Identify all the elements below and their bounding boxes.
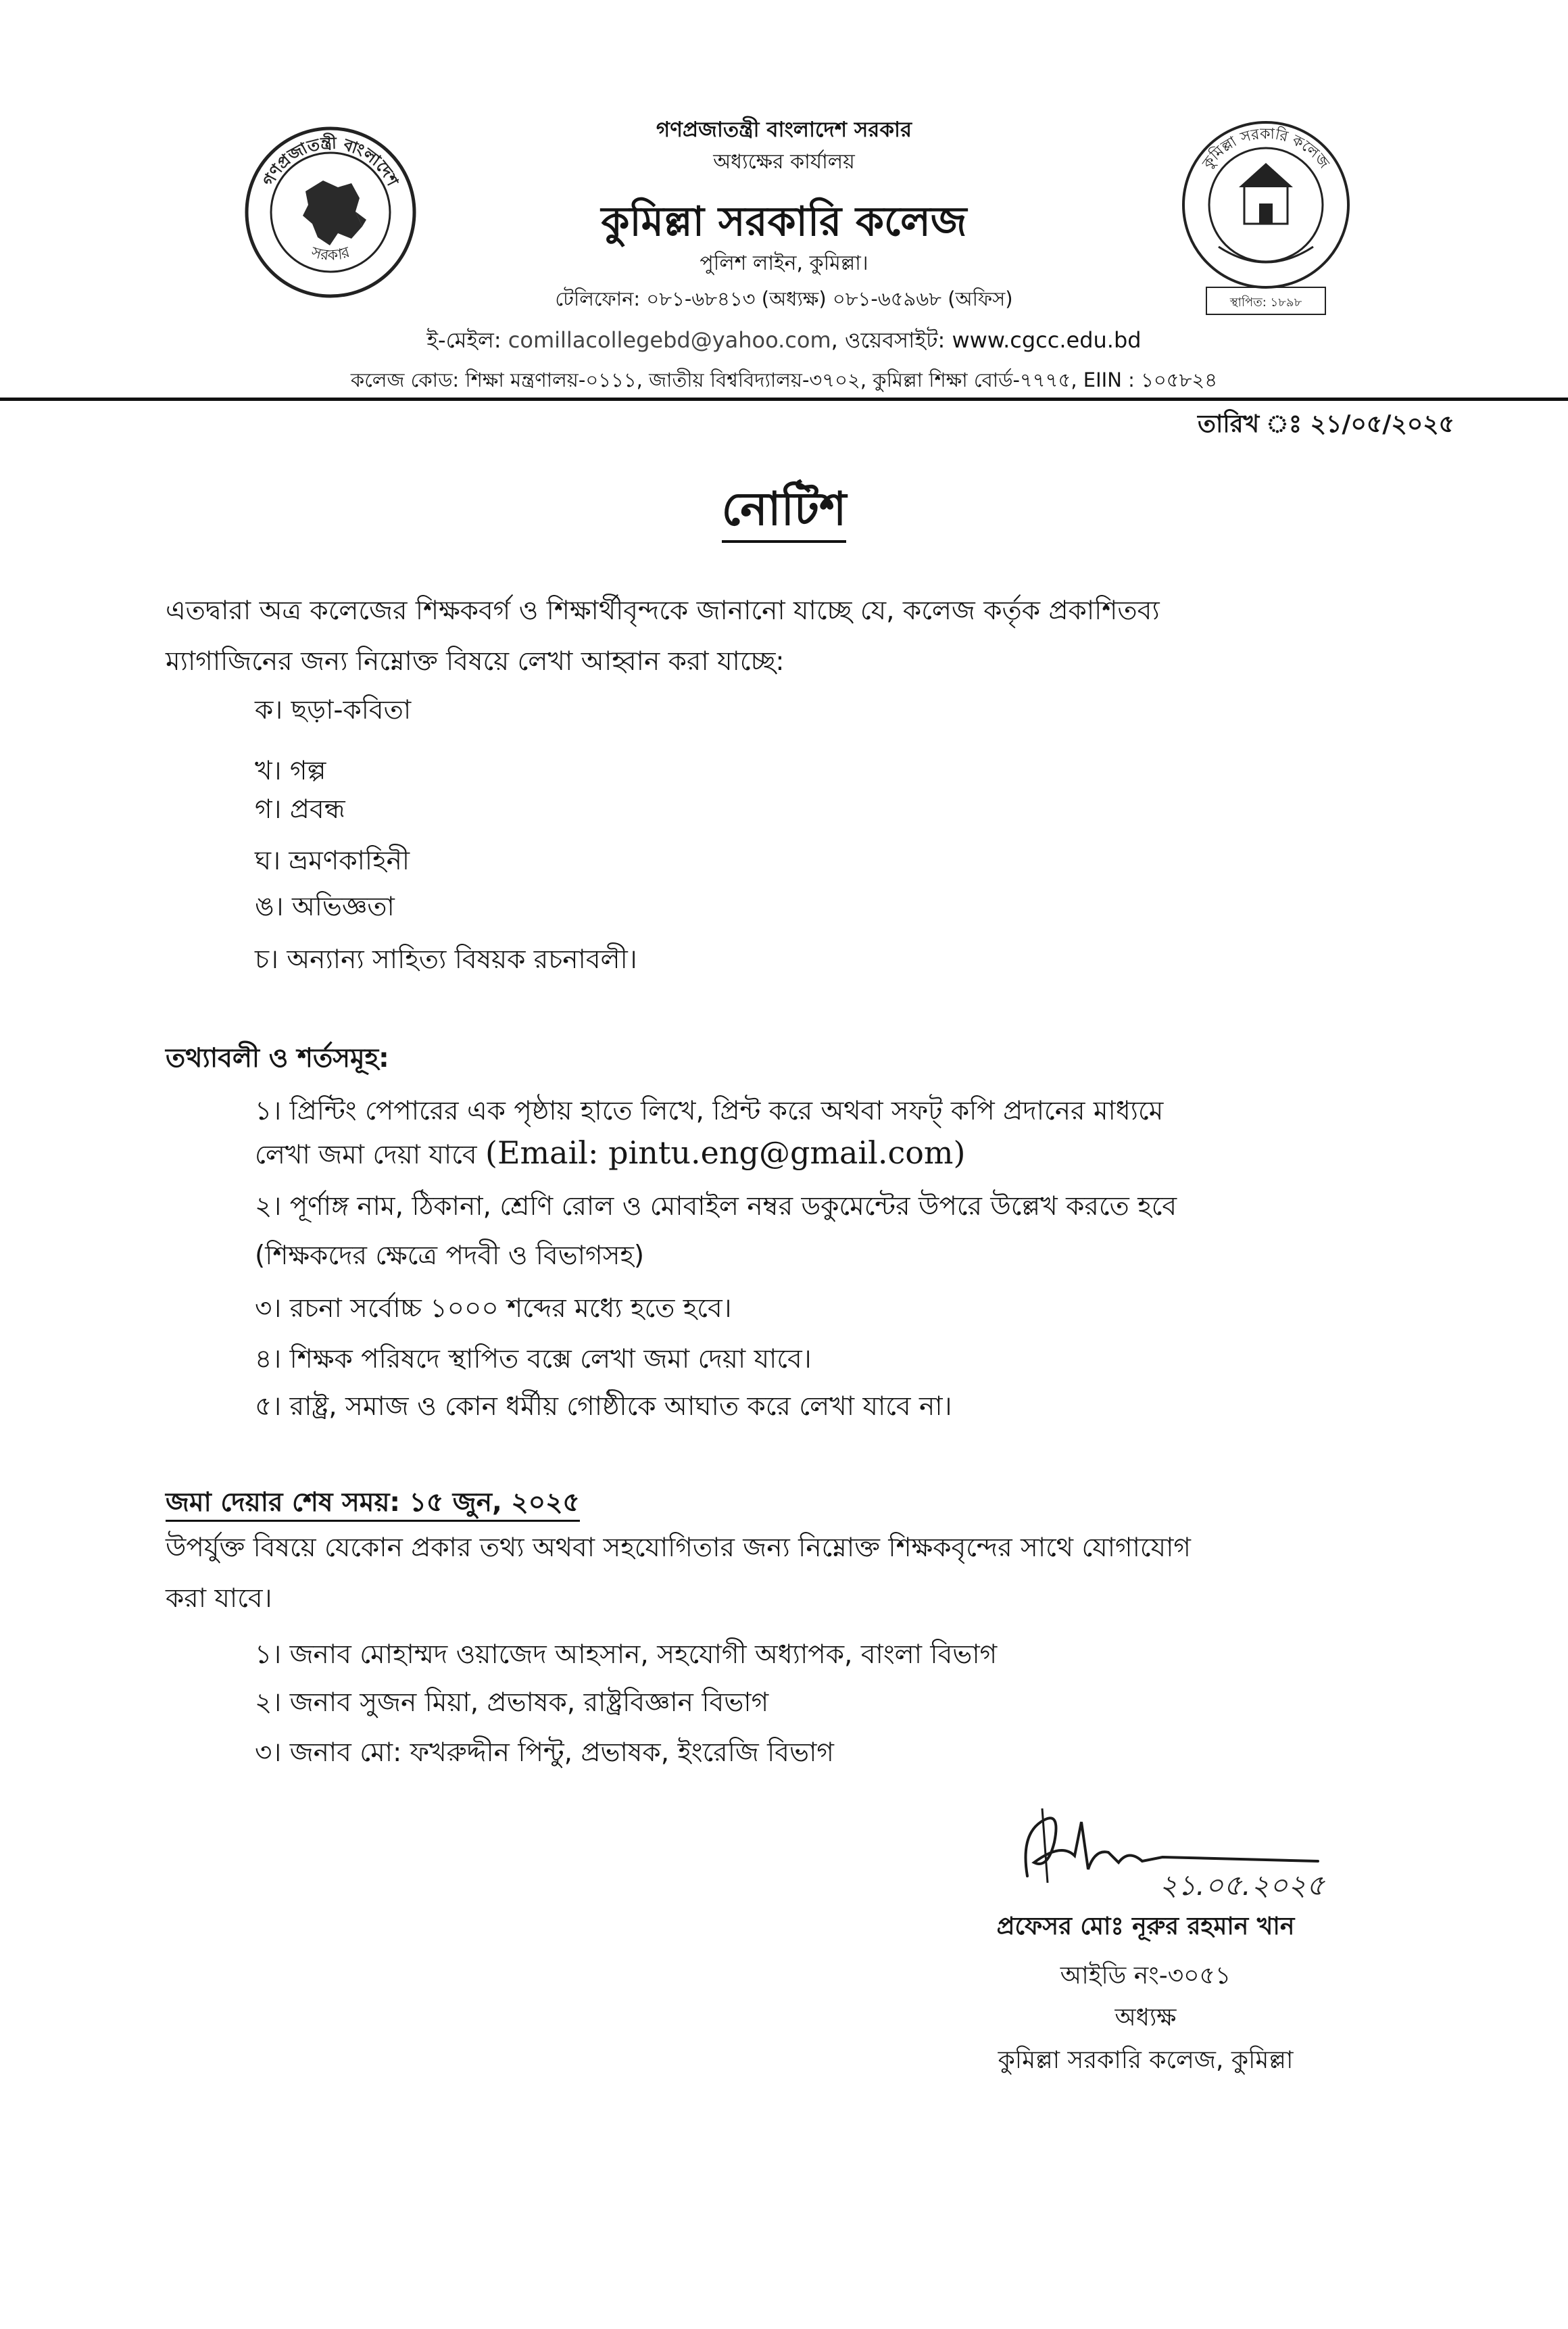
signatory-name: প্রফেসর মোঃ নূরুর রহমান খান <box>996 1913 1295 1940</box>
handwritten-date: ২১.০৫.২০২৫ <box>1159 1869 1325 1900</box>
condition-1-text: লেখা জমা দেয়া যাবে <box>255 1140 477 1170</box>
category-item: গ। প্রবন্ধ <box>255 794 345 825</box>
telephone-line: টেলিফোন: ০৮১-৬৮৪১৩ (অধ্যক্ষ) ০৮১-৬৫৯৬৮ (অফিস) <box>555 287 1013 310</box>
condition-3: ৩। রচনা সর্বোচ্চ ১০০০ শব্দের মধ্যে হতে হবে। <box>255 1293 732 1324</box>
condition-1-line-1: ১। প্রিন্টিং পেপারের এক পৃষ্ঠায় হাতে লিখে, প্রিন্ট করে অথবা সফট্ কপি প্রদানের মাধ্যমে <box>255 1096 1164 1126</box>
government-title: গণপ্রজাতন্ত্রী বাংলাদেশ সরকার <box>656 118 912 142</box>
signatory-designation: অধ্যক্ষ <box>1114 2004 1177 2032</box>
office-title: অধ্যক্ষের কার্যালয় <box>713 150 855 174</box>
contact-person: ৩। জনাব মো: ফখরুদ্দীন পিন্টু, প্রভাষক, ইংরেজি বিভাগ <box>255 1737 834 1768</box>
signatory-id: আইডি নং-৩০৫১ <box>1060 1962 1231 1990</box>
category-item: ক। ছড়া-কবিতা <box>255 695 412 725</box>
signatory-institution: কুমিল্লা সরকারি কলেজ, কুমিল্লা <box>998 2046 1294 2074</box>
condition-4: ৪। শিক্ষক পরিষদে স্থাপিত বক্সে লেখা জমা দেয়া যাবে। <box>255 1344 812 1374</box>
notice-date: তারিখ ঃ ২১/০৫/২০২৫ <box>1197 410 1454 438</box>
category-item: ঙ। অভিজ্ঞতা <box>255 892 395 922</box>
contact-line <box>0 323 1568 360</box>
condition-2-line-1: ২। পূর্ণাঙ্গ নাম, ঠিকানা, শ্রেণি রোল ও মোবাইল নম্বর ডকুমেন্টের উপরে উল্লেখ করতে হবে <box>255 1191 1177 1222</box>
conditions-heading: তথ্যাবলী ও শর্তসমূহ: <box>166 1043 389 1074</box>
seal-right-text: কুমিল্লা সরকারি কলেজ <box>1199 125 1333 172</box>
condition-2-line-2: (শিক্ষকদের ক্ষেত্রে পদবী ও বিভাগসহ) <box>255 1241 645 1271</box>
email-label: ই-মেইল: <box>426 327 501 353</box>
category-item: ঘ। ভ্রমণকাহিনী <box>255 846 410 876</box>
deadline-text: জমা দেয়ার শেষ সময়: ১৫ জুন, ২০২৫ <box>166 1487 580 1522</box>
page-title <box>0 473 1568 550</box>
website-label: , ওয়েবসাইট: <box>831 327 946 353</box>
seal-left-bottom: সরকার <box>309 243 352 265</box>
header-divider <box>0 398 1568 401</box>
website-link[interactable]: www.cgcc.edu.bd <box>952 327 1142 353</box>
contact-person: ১। জনাব মোহাম্মদ ওয়াজেদ আহসান, সহযোগী অধ্যাপক, বাংলা বিভাগ <box>255 1639 998 1670</box>
intro-line-2: ম্যাগাজিনের জন্য নিম্নোক্ত বিষয়ে লেখা আহ্বান করা যাচ্ছে: <box>166 646 785 677</box>
college-name: কুমিল্লা সরকারি কলেজ <box>601 198 967 245</box>
intro-line-1: এতদ্বারা অত্র কলেজের শিক্ষকবর্গ ও শিক্ষার্থীবৃন্দকে জানানো যাচ্ছে যে, কলেজ কর্তৃক প্রকাশিতব্য <box>166 596 1160 626</box>
condition-1-line-2 <box>255 1134 966 1178</box>
email-link[interactable]: comillacollegebd@yahoo.com <box>508 327 831 353</box>
college-address: পুলিশ লাইন, কুমিল্লা। <box>700 251 868 275</box>
condition-5: ৫। রাষ্ট্র, সমাজ ও কোন ধর্মীয় গোষ্ঠীকে আঘাত করে লেখা যাবে না। <box>255 1391 952 1422</box>
contact-intro-line-2: করা যাবে। <box>166 1583 272 1614</box>
seal-right-bottom: স্থাপিত: ১৮৯৮ <box>1229 295 1302 310</box>
category-item: চ। অন্যান্য সাহিত্য বিষয়ক রচনাবলী। <box>255 944 637 975</box>
contact-intro-line-1: উপর্যুক্ত বিষয়ে যেকোন প্রকার তথ্য অথবা সহযোগিতার জন্য নিম্নোক্ত শিক্ষকবৃন্দের সাথে যোগাযোগ <box>166 1533 1191 1563</box>
deadline-heading <box>166 1482 580 1526</box>
college-codes: কলেজ কোড: শিক্ষা মন্ত্রণালয়-০১১১, জাতীয় বিশ্ববিদ্যালয়-৩৭০২, কুমিল্লা শিক্ষা বোর্ড-৭৭৭৫, EIIN : ১০৫৮২৪ <box>350 368 1218 391</box>
contact-person: ২। জনাব সুজন মিয়া, প্রভাষক, রাষ্ট্রবিজ্ঞান বিভাগ <box>255 1687 769 1718</box>
submission-email[interactable]: (Email: pintu.eng@gmail.com) <box>485 1134 966 1171</box>
notice-title-text: নোটিশ <box>722 483 847 543</box>
signature-icon <box>1000 1781 1352 1900</box>
category-item: খ। গল্প <box>255 756 326 786</box>
seal-left-text: গণপ্রজাতন্ত্রী বাংলাদেশ <box>258 133 403 189</box>
